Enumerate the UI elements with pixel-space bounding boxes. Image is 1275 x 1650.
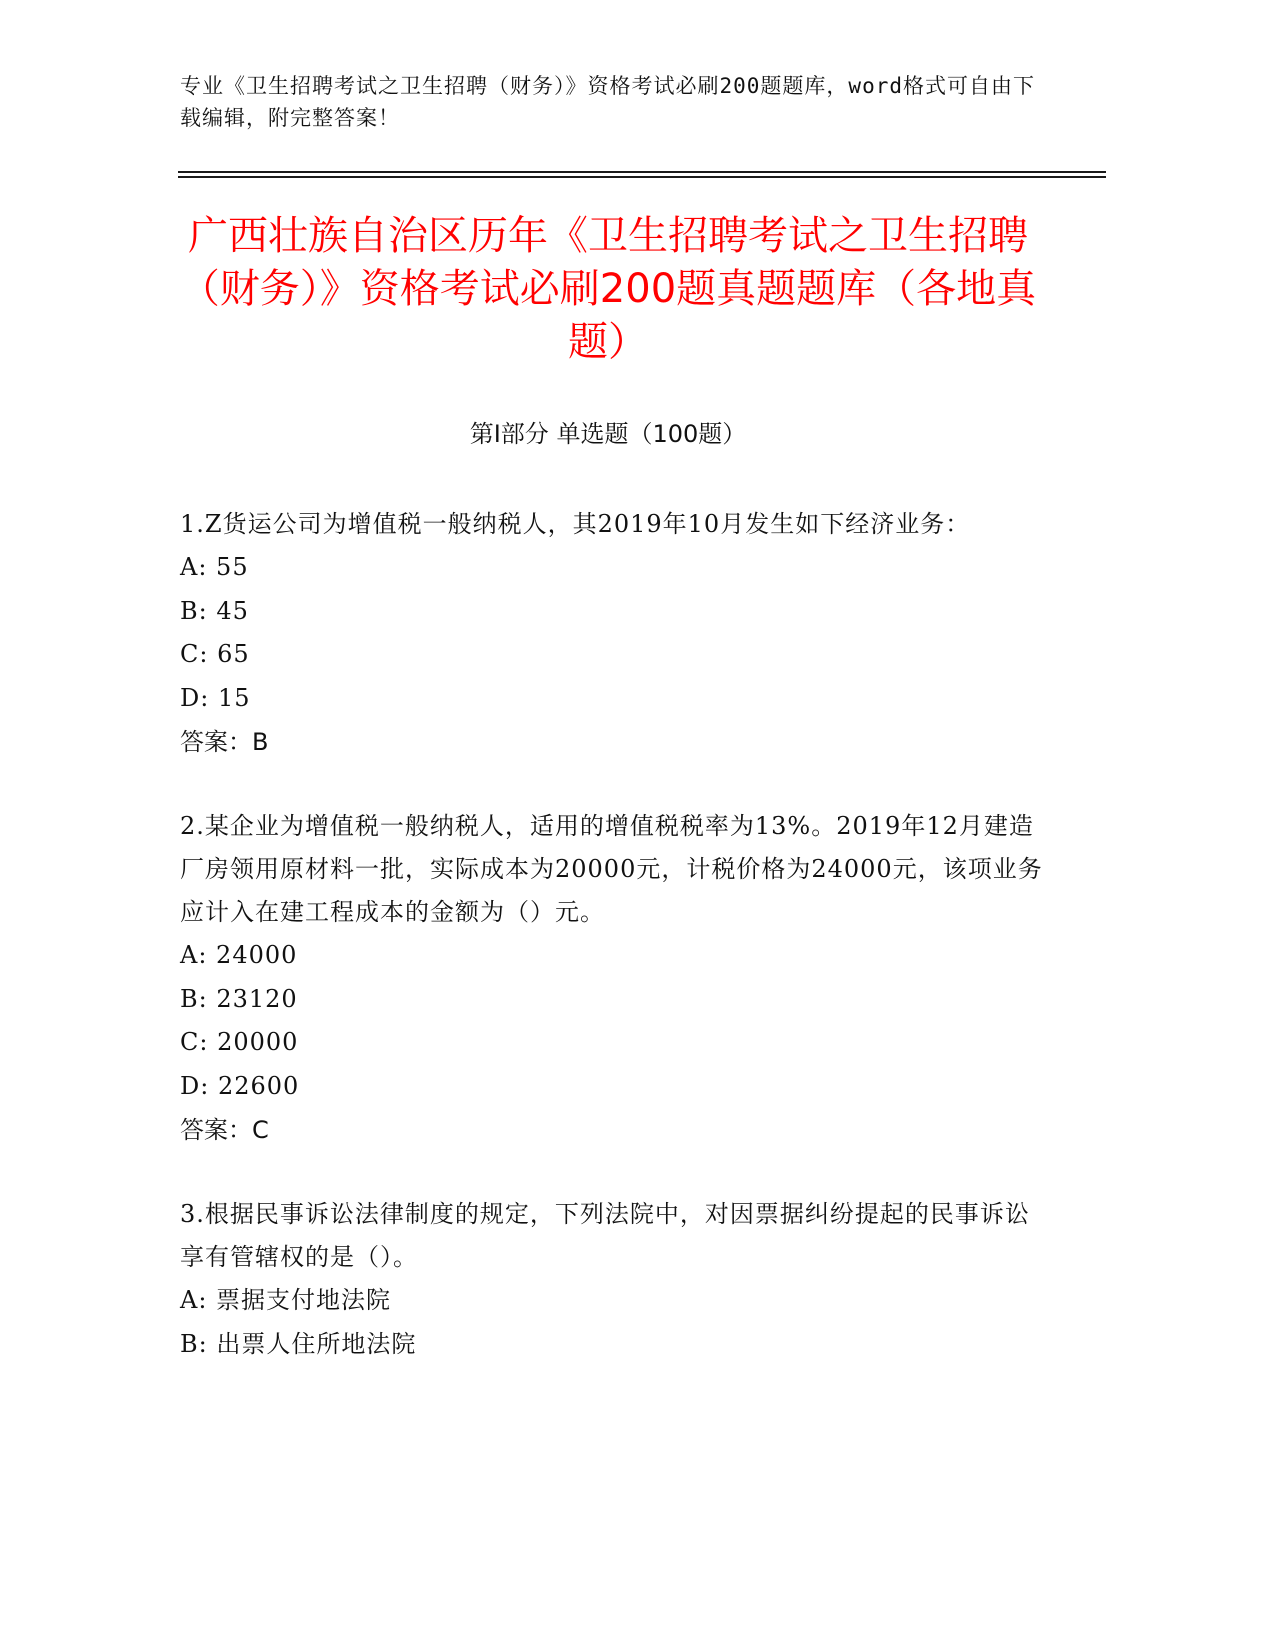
header-note: 专业《卫生招聘考试之卫生招聘（财务）》资格考试必刷200题题库，word格式可自由下载编辑，附完整答案！ bbox=[180, 74, 1035, 130]
option-list bbox=[180, 1279, 1050, 1366]
option-c: C: 20000 bbox=[180, 1028, 299, 1056]
option-b: B: 45 bbox=[180, 596, 249, 625]
option-b: B: 出票人住所地法院 bbox=[180, 1329, 417, 1358]
option-a: A: 24000 bbox=[180, 941, 298, 969]
option-d: D: 15 bbox=[180, 683, 251, 712]
question-2 bbox=[180, 805, 1050, 1152]
answer-line: 答案：C bbox=[180, 1116, 269, 1144]
header-divider-top bbox=[178, 171, 1106, 173]
question-stem: 3.根据民事诉讼法律制度的规定，下列法院中，对因票据纠纷提起的民事诉讼享有管辖权的是（）。 bbox=[180, 1200, 1030, 1271]
option-a: A: 票据支付地法院 bbox=[180, 1286, 392, 1314]
question-list bbox=[180, 503, 1050, 1407]
option-b: B: 23120 bbox=[180, 984, 298, 1013]
question-3 bbox=[180, 1193, 1050, 1366]
answer-line: 答案：B bbox=[180, 728, 269, 756]
question-1 bbox=[180, 503, 1050, 764]
section-title: 第I部分 单选题（100题） bbox=[469, 420, 747, 448]
option-list bbox=[180, 934, 1050, 1108]
question-stem: 1.Z货运公司为增值税一般纳税人，其2019年10月发生如下经济业务： bbox=[180, 510, 971, 538]
document-title: 广西壮族自治区历年《卫生招聘考试之卫生招聘（财务）》资格考试必刷200题真题题库（各地真题） bbox=[179, 213, 1037, 365]
option-list bbox=[180, 546, 1050, 720]
header-divider-bottom bbox=[178, 176, 1106, 178]
option-a: A: 55 bbox=[180, 553, 249, 581]
option-d: D: 22600 bbox=[180, 1071, 300, 1100]
question-stem: 2.某企业为增值税一般纳税人，适用的增值税税率为13%。2019年12月建造厂房领用原材料一批，实际成本为20000元，计税价格为24000元，该项业务应计入在建工程成本的金额为（）元。 bbox=[180, 812, 1043, 926]
option-c: C: 65 bbox=[180, 640, 250, 668]
